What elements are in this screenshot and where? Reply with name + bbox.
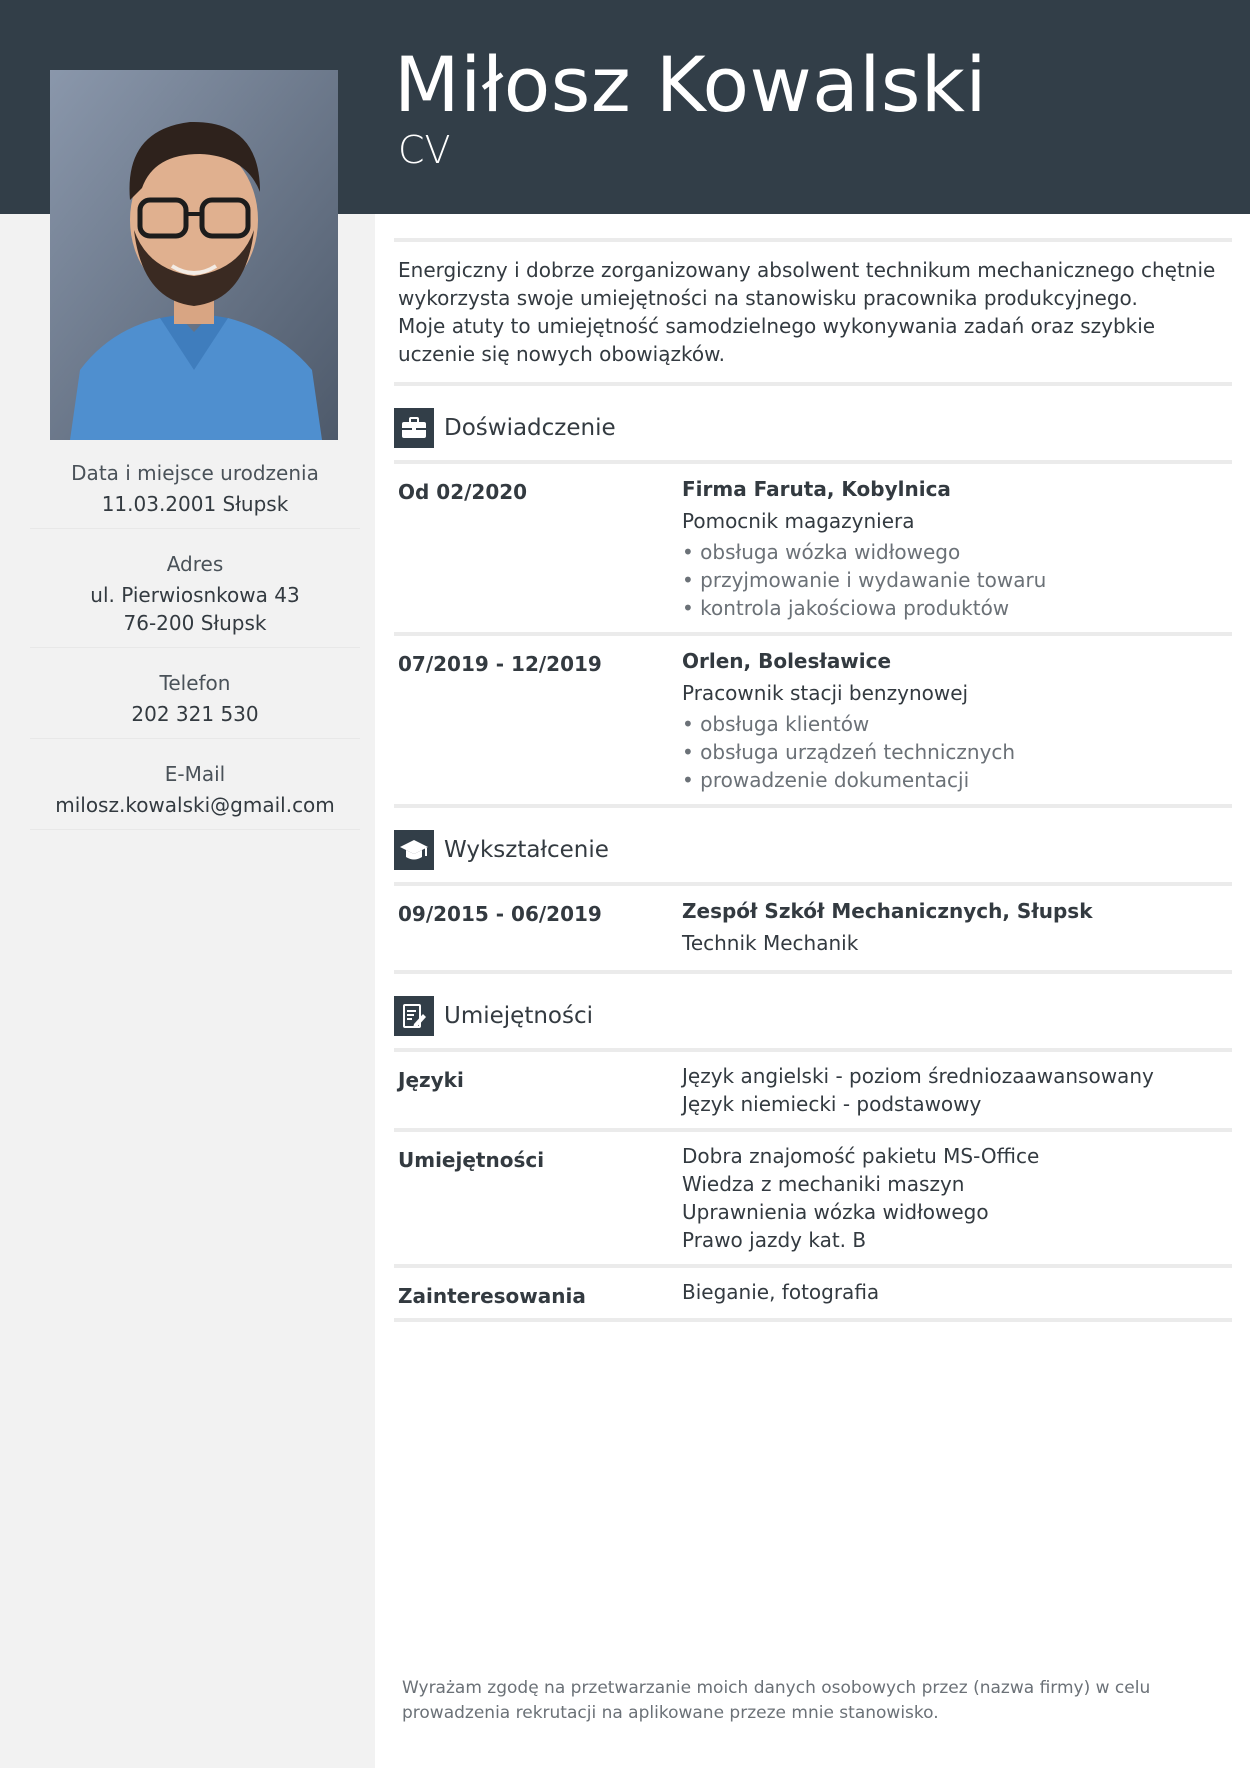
section-title: Umiejętności <box>444 1003 594 1029</box>
skills-label: Umiejętności <box>398 1148 545 1172</box>
section-title: Doświadczenie <box>444 415 616 441</box>
employer: Firma Faruta, Kobylnica <box>682 477 951 501</box>
duty-item: • obsługa wózka widłowego <box>682 540 961 564</box>
skill-line: Bieganie, fotografia <box>682 1280 880 1304</box>
duty-item: • obsługa klientów <box>682 712 870 736</box>
skills-row-abilities <box>394 1132 1232 1264</box>
field-value: 202 321 530 <box>131 702 259 726</box>
skill-line: Język niemiecki - podstawowy <box>682 1092 982 1116</box>
phone-info <box>30 662 360 739</box>
education-header <box>394 808 1232 882</box>
email-info <box>30 753 360 830</box>
skill-line: Prawo jazdy kat. B <box>682 1228 867 1252</box>
skill-line: Dobra znajomość pakietu MS-Office <box>682 1144 1040 1168</box>
profile-photo <box>50 70 338 440</box>
period: 09/2015 - 06/2019 <box>398 902 602 926</box>
period: Od 02/2020 <box>398 480 528 504</box>
position: Pomocnik magazyniera <box>682 509 915 533</box>
period: 07/2019 - 12/2019 <box>398 652 602 676</box>
duty-item: • prowadzenie dokumentacji <box>682 768 970 792</box>
experience-item <box>394 464 1232 632</box>
degree: Technik Mechanik <box>682 931 859 955</box>
address-info <box>30 543 360 648</box>
candidate-name: Miłosz Kowalski <box>394 40 988 129</box>
skills-header <box>394 974 1232 1048</box>
experience-header <box>394 386 1232 460</box>
skill-line: Uprawnienia wózka widłowego <box>682 1200 989 1224</box>
duty-item: • obsługa urządzeń technicznych <box>682 740 1016 764</box>
field-value: 11.03.2001 Słupsk <box>101 492 289 516</box>
employer: Orlen, Bolesławice <box>682 649 892 673</box>
birth-info <box>30 452 360 529</box>
field-value: ul. Pierwiosnkowa 43 76-200 Słupsk <box>90 583 300 635</box>
position: Pracownik stacji benzynowej <box>682 681 969 705</box>
field-label: Adres <box>166 552 224 576</box>
graduation-cap-icon <box>394 830 434 870</box>
personal-info <box>30 452 360 844</box>
document-edit-icon <box>394 996 434 1036</box>
education-item <box>394 886 1232 970</box>
summary-text: Energiczny i dobrze zorganizowany absolwent technikum mechanicznego chętnie wykorzysta swoje umiejętności na stanowisku pracownika produkcyjnego. Moje atuty to umiejętność samodzielnego wykonywania zadań oraz szybkie uczenie się nowych obowiązków. <box>398 258 1216 366</box>
section-title: Wykształcenie <box>444 837 609 863</box>
field-label: Telefon <box>159 671 231 695</box>
duty-item: • kontrola jakościowa produktów <box>682 596 1010 620</box>
document-subtitle: CV <box>398 128 451 172</box>
field-label: E-Mail <box>164 762 226 786</box>
skills-row-languages <box>394 1052 1232 1128</box>
sidebar <box>0 214 375 1768</box>
divider <box>394 1318 1232 1322</box>
gdpr-consent: Wyrażam zgodę na przetwarzanie moich danych osobowych przez (nazwa firmy) w celu prowadzenia rekrutacji na aplikowane przeze mnie stanowisko. <box>402 1678 1151 1723</box>
briefcase-icon <box>394 408 434 448</box>
school: Zespół Szkół Mechanicznych, Słupsk <box>682 899 1093 923</box>
skills-label: Zainteresowania <box>398 1284 586 1308</box>
skill-line: Wiedza z mechaniki maszyn <box>682 1172 965 1196</box>
main-content <box>394 238 1232 1322</box>
skills-label: Języki <box>398 1068 464 1092</box>
experience-item <box>394 636 1232 804</box>
skills-row-interests <box>394 1268 1232 1318</box>
email-link[interactable]: milosz.kowalski@gmail.com <box>55 793 335 817</box>
skill-line: Język angielski - poziom średniozaawansowany <box>682 1064 1154 1088</box>
duty-item: • przyjmowanie i wydawanie towaru <box>682 568 1047 592</box>
field-label: Data i miejsce urodzenia <box>71 461 319 485</box>
